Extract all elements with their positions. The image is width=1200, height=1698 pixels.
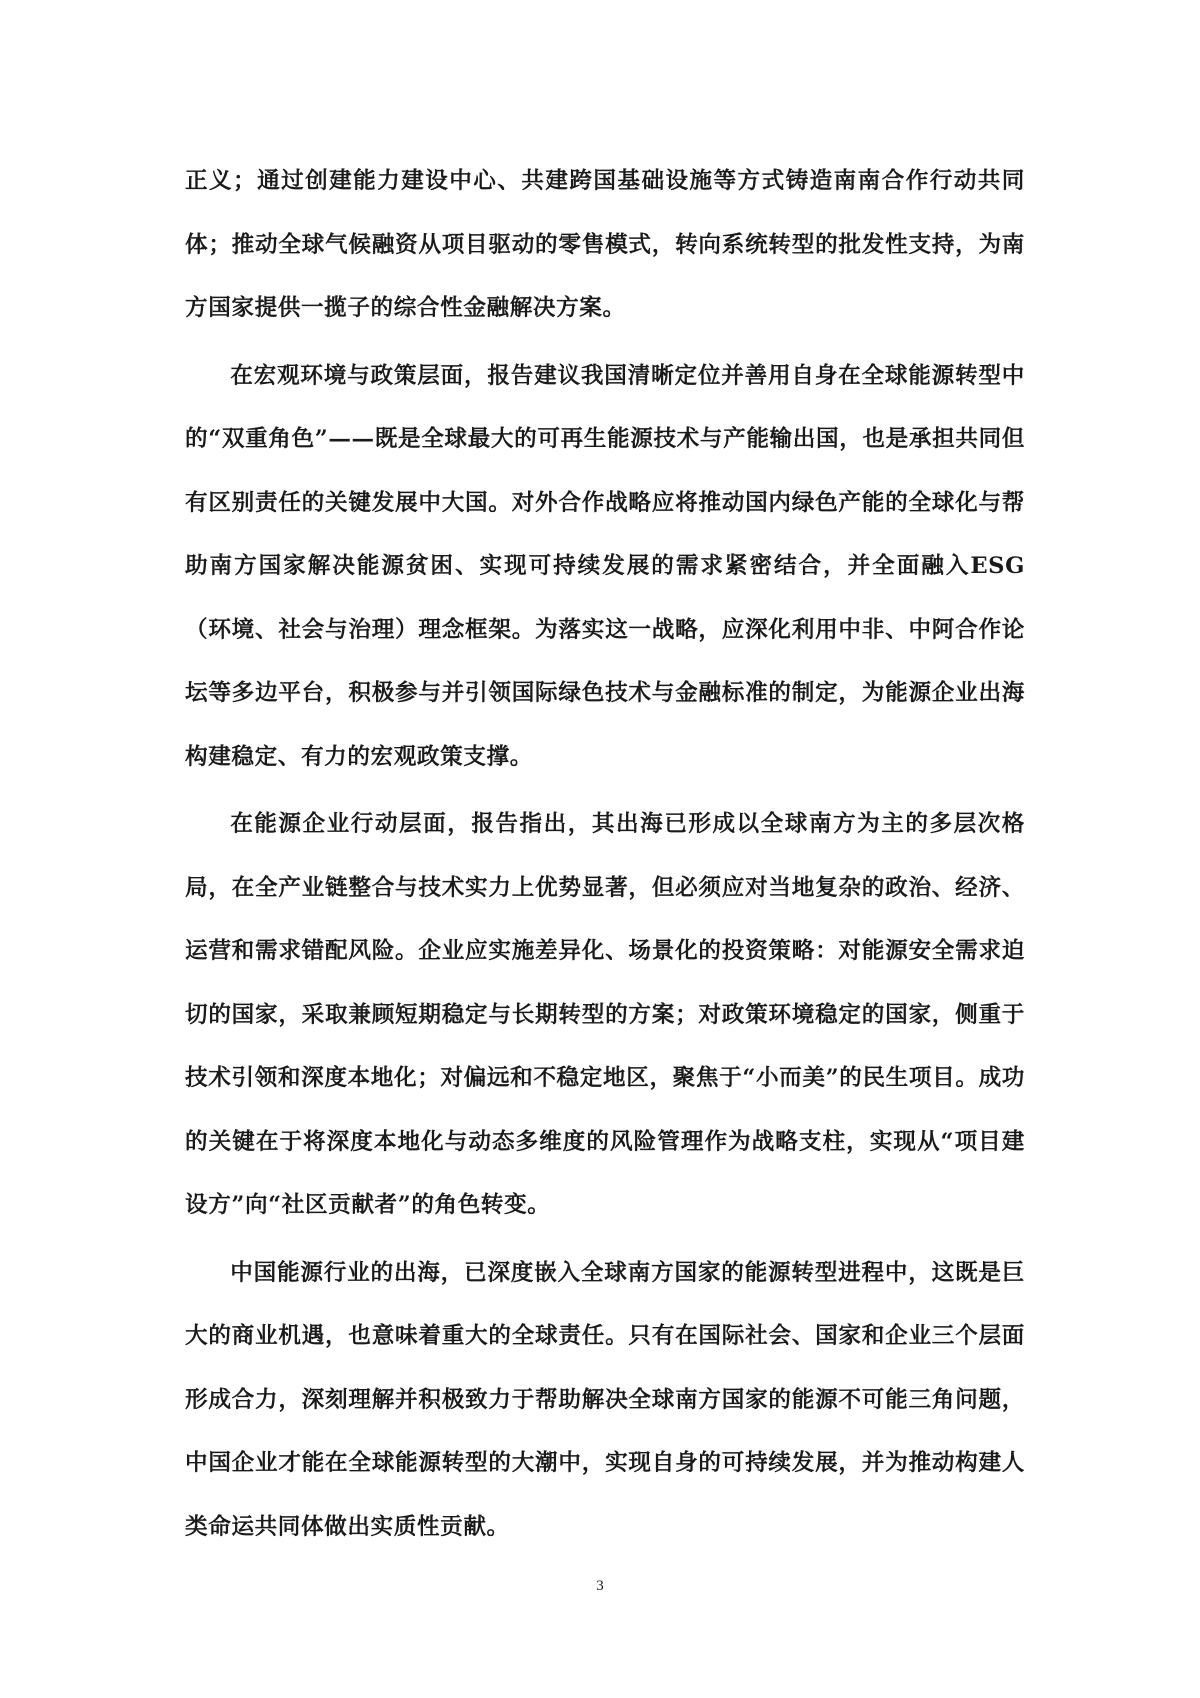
page-number: 3 — [596, 1578, 604, 1594]
paragraph-macro-policy: 在宏观环境与政策层面，报告建议我国清晰定位并善用自身在全球能源转型中的“双重角色”——既是全球最大的可再生能源技术与产能输出国，也是承担共同但有区别责任的关键发展中大国。对外合作战略应将推动国内绿色产能的全球化与帮助南方国家解决能源贫困、实现可持续发展的需求紧密结合，并全面融入ESG（环境、社会与治理）理念框架。为落实这一战略，应深化利用中非、中阿合作论坛等多边平台，积极参与并引领国际绿色技术与金融标准的制定，为能源企业出海构建稳定、有力的宏观政策支撑。 — [185, 362, 1025, 770]
paragraph-enterprise-action: 在能源企业行动层面，报告指出，其出海已形成以全球南方为主的多层次格局，在全产业链整合与技术实力上优势显著，但必须应对当地复杂的政治、经济、运营和需求错配风险。企业应实施差异化、场景化的投资策略：对能源安全需求迫切的国家，采取兼顾短期稳定与长期转型的方案；对政策环境稳定的国家，侧重于技术引领和深度本地化；对偏远和不稳定地区，聚焦于“小而美”的民生项目。成功的关键在于将深度本地化与动态多维度的风险管理作为战略支柱，实现从“项目建设方”向“社区贡献者”的角色转变。 — [185, 811, 1025, 1218]
paragraph-continuation: 正义；通过创建能力建设中心、共建跨国基础设施等方式铸造南南合作行动共同体；推动全球气候融资从项目驱动的零售模式，转向系统转型的批发性支持，为南方国家提供一揽子的综合性金融解决方案。 — [185, 168, 1025, 321]
paragraph-conclusion: 中国能源行业的出海，已深度嵌入全球南方国家的能源转型进程中，这既是巨大的商业机遇，也意味着重大的全球责任。只有在国际社会、国家和企业三个层面形成合力，深刻理解并积极致力于帮助解决全球南方国家的能源不可能三角问题，中国企业才能在全球能源转型的大潮中，实现自身的可持续发展，并为推动构建人类命运共同体做出实质性贡献。 — [185, 1259, 1025, 1540]
body-text — [185, 150, 1025, 1563]
